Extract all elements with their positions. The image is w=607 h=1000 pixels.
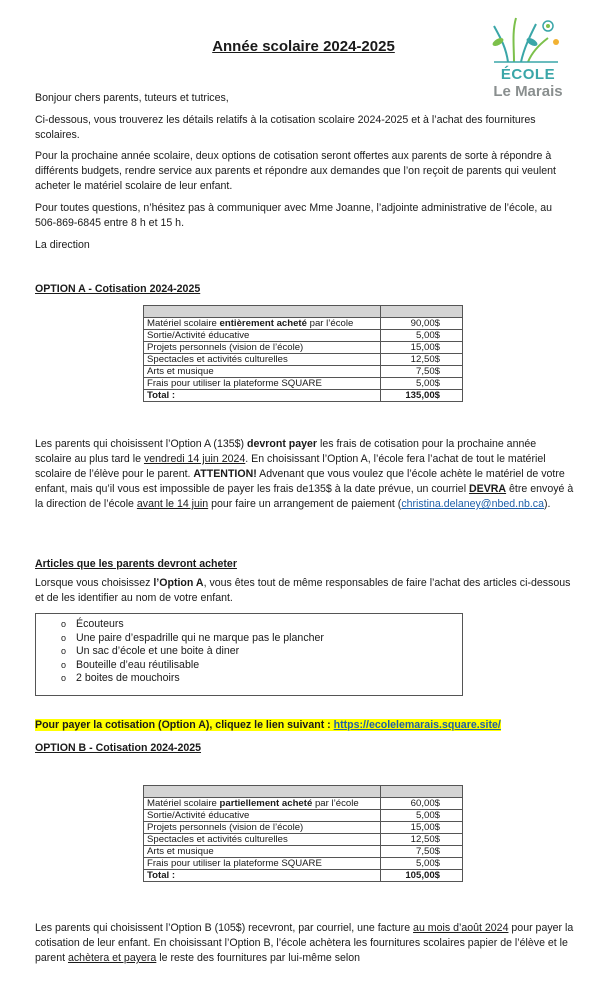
option-b-table — [143, 785, 463, 882]
table-row: Projets personnels (vision de l’école) 15,00$ — [144, 822, 463, 834]
table-row: Sortie/Activité éducative 5,00$ — [144, 330, 463, 342]
intro-paragraph-2: Pour la prochaine année scolaire, deux options de cotisation seront offertes aux parents de sorte à répondre à différents budgets, rendre service aux parents et répondre aux demandes que l’on reçoit de parents qui veulent acheter le matériel scolaire de leur enfant. — [35, 150, 556, 192]
table-row: Spectacles et activités culturelles 12,50$ — [144, 834, 463, 846]
option-a-heading: OPTION A - Cotisation 2024-2025 — [35, 283, 201, 295]
square-link[interactable]: https://ecolelemarais.square.site/ — [333, 719, 501, 731]
table-total-row: Total : 105,00$ — [144, 870, 463, 882]
option-a-paragraph: Les parents qui choisissent l’Option A (135$) devront payer les frais de cotisation pour la prochaine année scolaire au plus tard le vendredi 14 juin 2024. En choisissant l’Option A, l’école fera l’achat de tout le matériel scolaire de l’élève pour le parent. ATTENTION! Advenant que vous voulez que l’école achète le matériel de votre enfant, mais qu’il vous est impossible de payer les frais de135$ à la date prévue, un courriel DEVRA être envoyé à la direction de l’école avant le 14 juin pour faire un arrangement de paiement (christina.delaney@nbed.nb.ca). — [35, 438, 574, 510]
pay-line — [35, 718, 575, 733]
list-item: o Un sac d’école et une boite à diner — [61, 645, 240, 657]
table-row: Sortie/Activité éducative 5,00$ — [144, 810, 463, 822]
option-b-paragraph: Les parents qui choisissent l’Option B (105$) recevront, par courriel, une facture au mois d’août 2024 pour payer la cotisation de leur enfant. En choisissant l’Option B, l’école achètera les fournitures scolaires papier de l’élève et le parent achètera et payera le reste des fournitures par lui-même selon — [35, 922, 574, 964]
option-a-table — [143, 305, 463, 402]
table-row: Matériel scolaire partiellement acheté par l’école 60,00$ — [144, 798, 463, 810]
table-total-row: Total : 135,00$ — [144, 390, 463, 402]
logo-le-marais: Le Marais — [493, 83, 563, 100]
table-row: Projets personnels (vision de l’école) 15,00$ — [144, 342, 463, 354]
signature: La direction — [35, 239, 90, 251]
intro-paragraph-1: Ci-dessous, vous trouverez les détails relatifs à la cotisation scolaire 2024-2025 et à l’achat des fournitures scolaires. — [35, 114, 536, 141]
table-row: Arts et musique 7,50$ — [144, 846, 463, 858]
logo-plants-icon — [488, 12, 568, 67]
greeting: Bonjour chers parents, tuteurs et tutrices, — [35, 92, 229, 104]
table-row: Frais pour utiliser la plateforme SQUARE 5,00$ — [144, 378, 463, 390]
table-header-row — [144, 786, 463, 798]
list-item: o Une paire d’espadrille qui ne marque pas le plancher — [61, 631, 324, 644]
table-row: Spectacles et activités culturelles 12,50$ — [144, 354, 463, 366]
intro-paragraph-3: Pour toutes questions, n’hésitez pas à communiquer avec Mme Joanne, l’adjointe administrative de l’école, au 506-869-6845 entre 8 h et 15 h. — [35, 202, 553, 229]
pay-label: Pour payer la cotisation (Option A), cliquez le lien suivant : — [35, 719, 334, 731]
table-row: Arts et musique 7,50$ — [144, 366, 463, 378]
document-title: Année scolaire 2024-2025 — [212, 38, 395, 55]
email-link[interactable]: christina.delaney@nbed.nb.ca — [401, 498, 544, 510]
articles-intro: Lorsque vous choisissez l’Option A, vous êtes tout de même responsables de faire l’achat des articles ci-dessous et de les identifier au nom de votre enfant. — [35, 577, 571, 604]
list-item: o Bouteille d’eau réutilisable — [61, 658, 200, 671]
articles-heading: Articles que les parents devront acheter — [35, 558, 237, 570]
table-row: Matériel scolaire entièrement acheté par l’école 90,00$ — [144, 318, 463, 330]
articles-list — [36, 614, 462, 686]
logo-ecole: ÉCOLE — [500, 66, 556, 83]
list-item: o Écouteurs — [61, 618, 124, 630]
option-b-heading: OPTION B - Cotisation 2024-2025 — [35, 742, 202, 754]
articles-list-box — [35, 613, 463, 696]
table-row: Frais pour utiliser la plateforme SQUARE 5,00$ — [144, 858, 463, 870]
list-item: o 2 boites de mouchoirs — [61, 672, 180, 684]
table-header-row — [144, 306, 463, 318]
